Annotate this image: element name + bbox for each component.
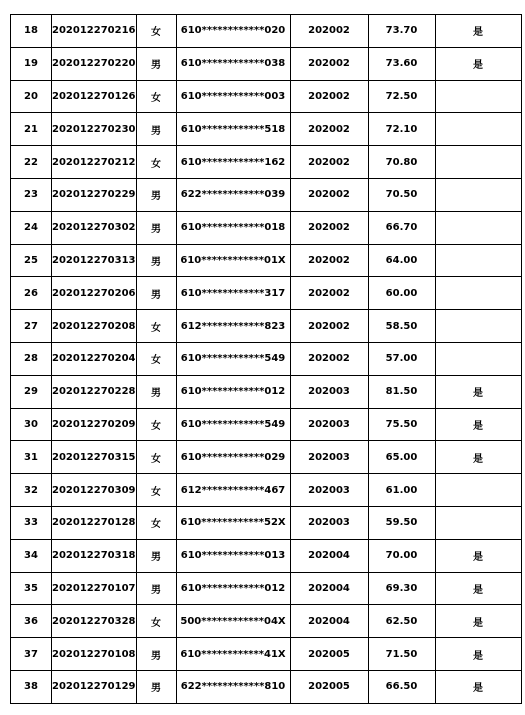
score-cell: 66.50 (368, 670, 435, 703)
exam-number-cell: 202012270318 (52, 539, 137, 572)
exam-number-cell: 202012270129 (52, 670, 137, 703)
exam-number-cell: 202012270206 (52, 277, 137, 310)
selected-flag-cell (435, 244, 521, 277)
row-index-cell: 21 (11, 113, 52, 146)
selected-flag-cell (435, 178, 521, 211)
table-row (11, 539, 522, 572)
position-code-cell: 202002 (290, 15, 368, 48)
table-row (11, 146, 522, 179)
id-number-cell: 610************01X (176, 244, 290, 277)
selected-flag-cell (435, 506, 521, 539)
table-row (11, 211, 522, 244)
exam-number-cell: 202012270313 (52, 244, 137, 277)
selected-flag-cell (435, 474, 521, 507)
position-code-cell: 202003 (290, 506, 368, 539)
gender-cell: 男 (136, 211, 176, 244)
position-code-cell: 202004 (290, 572, 368, 605)
score-cell: 57.00 (368, 342, 435, 375)
selected-flag-cell: 是 (435, 15, 521, 48)
row-index-cell: 36 (11, 605, 52, 638)
id-number-cell: 500************04X (176, 605, 290, 638)
results-sheet (10, 14, 522, 704)
gender-cell: 女 (136, 146, 176, 179)
table-row (11, 441, 522, 474)
table-row (11, 408, 522, 441)
score-cell: 64.00 (368, 244, 435, 277)
gender-cell: 男 (136, 572, 176, 605)
gender-cell: 女 (136, 310, 176, 343)
id-number-cell: 610************549 (176, 342, 290, 375)
table-row (11, 113, 522, 146)
position-code-cell: 202003 (290, 408, 368, 441)
id-number-cell: 622************810 (176, 670, 290, 703)
position-code-cell: 202002 (290, 178, 368, 211)
position-code-cell: 202005 (290, 638, 368, 671)
id-number-cell: 610************018 (176, 211, 290, 244)
row-index-cell: 26 (11, 277, 52, 310)
position-code-cell: 202004 (290, 605, 368, 638)
exam-number-cell: 202012270212 (52, 146, 137, 179)
row-index-cell: 19 (11, 47, 52, 80)
selected-flag-cell (435, 146, 521, 179)
row-index-cell: 18 (11, 15, 52, 48)
selected-flag-cell (435, 342, 521, 375)
selected-flag-cell: 是 (435, 441, 521, 474)
exam-number-cell: 202012270302 (52, 211, 137, 244)
id-number-cell: 610************41X (176, 638, 290, 671)
row-index-cell: 33 (11, 506, 52, 539)
score-cell: 59.50 (368, 506, 435, 539)
position-code-cell: 202002 (290, 146, 368, 179)
exam-number-cell: 202012270220 (52, 47, 137, 80)
position-code-cell: 202003 (290, 441, 368, 474)
id-number-cell: 610************162 (176, 146, 290, 179)
row-index-cell: 25 (11, 244, 52, 277)
score-cell: 75.50 (368, 408, 435, 441)
row-index-cell: 35 (11, 572, 52, 605)
id-number-cell: 610************518 (176, 113, 290, 146)
table-row (11, 670, 522, 703)
selected-flag-cell (435, 80, 521, 113)
position-code-cell: 202002 (290, 310, 368, 343)
table-row (11, 277, 522, 310)
gender-cell: 女 (136, 15, 176, 48)
exam-number-cell: 202012270309 (52, 474, 137, 507)
exam-number-cell: 202012270108 (52, 638, 137, 671)
position-code-cell: 202003 (290, 474, 368, 507)
gender-cell: 男 (136, 670, 176, 703)
exam-number-cell: 202012270128 (52, 506, 137, 539)
gender-cell: 女 (136, 605, 176, 638)
gender-cell: 男 (136, 277, 176, 310)
table-row (11, 506, 522, 539)
score-cell: 72.50 (368, 80, 435, 113)
selected-flag-cell: 是 (435, 375, 521, 408)
gender-cell: 男 (136, 47, 176, 80)
id-number-cell: 610************52X (176, 506, 290, 539)
id-number-cell: 622************039 (176, 178, 290, 211)
score-cell: 81.50 (368, 375, 435, 408)
row-index-cell: 29 (11, 375, 52, 408)
score-cell: 71.50 (368, 638, 435, 671)
score-cell: 70.00 (368, 539, 435, 572)
exam-number-cell: 202012270228 (52, 375, 137, 408)
selected-flag-cell: 是 (435, 670, 521, 703)
table-row (11, 638, 522, 671)
score-cell: 69.30 (368, 572, 435, 605)
exam-number-cell: 202012270107 (52, 572, 137, 605)
gender-cell: 女 (136, 80, 176, 113)
exam-number-cell: 202012270229 (52, 178, 137, 211)
score-cell: 70.80 (368, 146, 435, 179)
score-cell: 73.60 (368, 47, 435, 80)
row-index-cell: 22 (11, 146, 52, 179)
exam-number-cell: 202012270315 (52, 441, 137, 474)
id-number-cell: 610************549 (176, 408, 290, 441)
table-row (11, 15, 522, 48)
row-index-cell: 31 (11, 441, 52, 474)
gender-cell: 男 (136, 638, 176, 671)
position-code-cell: 202002 (290, 80, 368, 113)
selected-flag-cell: 是 (435, 638, 521, 671)
table-row (11, 375, 522, 408)
row-index-cell: 32 (11, 474, 52, 507)
gender-cell: 男 (136, 113, 176, 146)
row-index-cell: 24 (11, 211, 52, 244)
table-row (11, 342, 522, 375)
selected-flag-cell (435, 211, 521, 244)
table-row (11, 572, 522, 605)
position-code-cell: 202002 (290, 47, 368, 80)
id-number-cell: 610************317 (176, 277, 290, 310)
score-cell: 58.50 (368, 310, 435, 343)
score-cell: 72.10 (368, 113, 435, 146)
gender-cell: 男 (136, 244, 176, 277)
id-number-cell: 610************012 (176, 572, 290, 605)
exam-number-cell: 202012270204 (52, 342, 137, 375)
position-code-cell: 202002 (290, 113, 368, 146)
selected-flag-cell (435, 113, 521, 146)
score-cell: 60.00 (368, 277, 435, 310)
id-number-cell: 610************038 (176, 47, 290, 80)
exam-number-cell: 202012270328 (52, 605, 137, 638)
row-index-cell: 20 (11, 80, 52, 113)
exam-number-cell: 202012270216 (52, 15, 137, 48)
exam-number-cell: 202012270230 (52, 113, 137, 146)
id-number-cell: 610************020 (176, 15, 290, 48)
results-table-body (11, 15, 522, 704)
table-row (11, 178, 522, 211)
results-table (10, 14, 522, 704)
score-cell: 61.00 (368, 474, 435, 507)
score-cell: 70.50 (368, 178, 435, 211)
score-cell: 73.70 (368, 15, 435, 48)
selected-flag-cell: 是 (435, 539, 521, 572)
gender-cell: 女 (136, 474, 176, 507)
row-index-cell: 37 (11, 638, 52, 671)
exam-number-cell: 202012270209 (52, 408, 137, 441)
position-code-cell: 202003 (290, 375, 368, 408)
gender-cell: 女 (136, 506, 176, 539)
id-number-cell: 610************003 (176, 80, 290, 113)
selected-flag-cell (435, 310, 521, 343)
selected-flag-cell (435, 277, 521, 310)
table-row (11, 47, 522, 80)
table-row (11, 244, 522, 277)
position-code-cell: 202002 (290, 211, 368, 244)
row-index-cell: 34 (11, 539, 52, 572)
row-index-cell: 28 (11, 342, 52, 375)
score-cell: 66.70 (368, 211, 435, 244)
gender-cell: 男 (136, 375, 176, 408)
exam-number-cell: 202012270126 (52, 80, 137, 113)
selected-flag-cell: 是 (435, 605, 521, 638)
id-number-cell: 610************013 (176, 539, 290, 572)
row-index-cell: 30 (11, 408, 52, 441)
gender-cell: 女 (136, 441, 176, 474)
score-cell: 65.00 (368, 441, 435, 474)
position-code-cell: 202002 (290, 244, 368, 277)
gender-cell: 男 (136, 178, 176, 211)
score-cell: 62.50 (368, 605, 435, 638)
row-index-cell: 23 (11, 178, 52, 211)
id-number-cell: 610************029 (176, 441, 290, 474)
gender-cell: 男 (136, 539, 176, 572)
gender-cell: 女 (136, 342, 176, 375)
position-code-cell: 202005 (290, 670, 368, 703)
gender-cell: 女 (136, 408, 176, 441)
row-index-cell: 27 (11, 310, 52, 343)
table-row (11, 80, 522, 113)
position-code-cell: 202002 (290, 342, 368, 375)
id-number-cell: 612************823 (176, 310, 290, 343)
id-number-cell: 610************012 (176, 375, 290, 408)
selected-flag-cell: 是 (435, 408, 521, 441)
table-row (11, 474, 522, 507)
position-code-cell: 202004 (290, 539, 368, 572)
position-code-cell: 202002 (290, 277, 368, 310)
exam-number-cell: 202012270208 (52, 310, 137, 343)
selected-flag-cell: 是 (435, 572, 521, 605)
row-index-cell: 38 (11, 670, 52, 703)
table-row (11, 310, 522, 343)
table-row (11, 605, 522, 638)
id-number-cell: 612************467 (176, 474, 290, 507)
selected-flag-cell: 是 (435, 47, 521, 80)
